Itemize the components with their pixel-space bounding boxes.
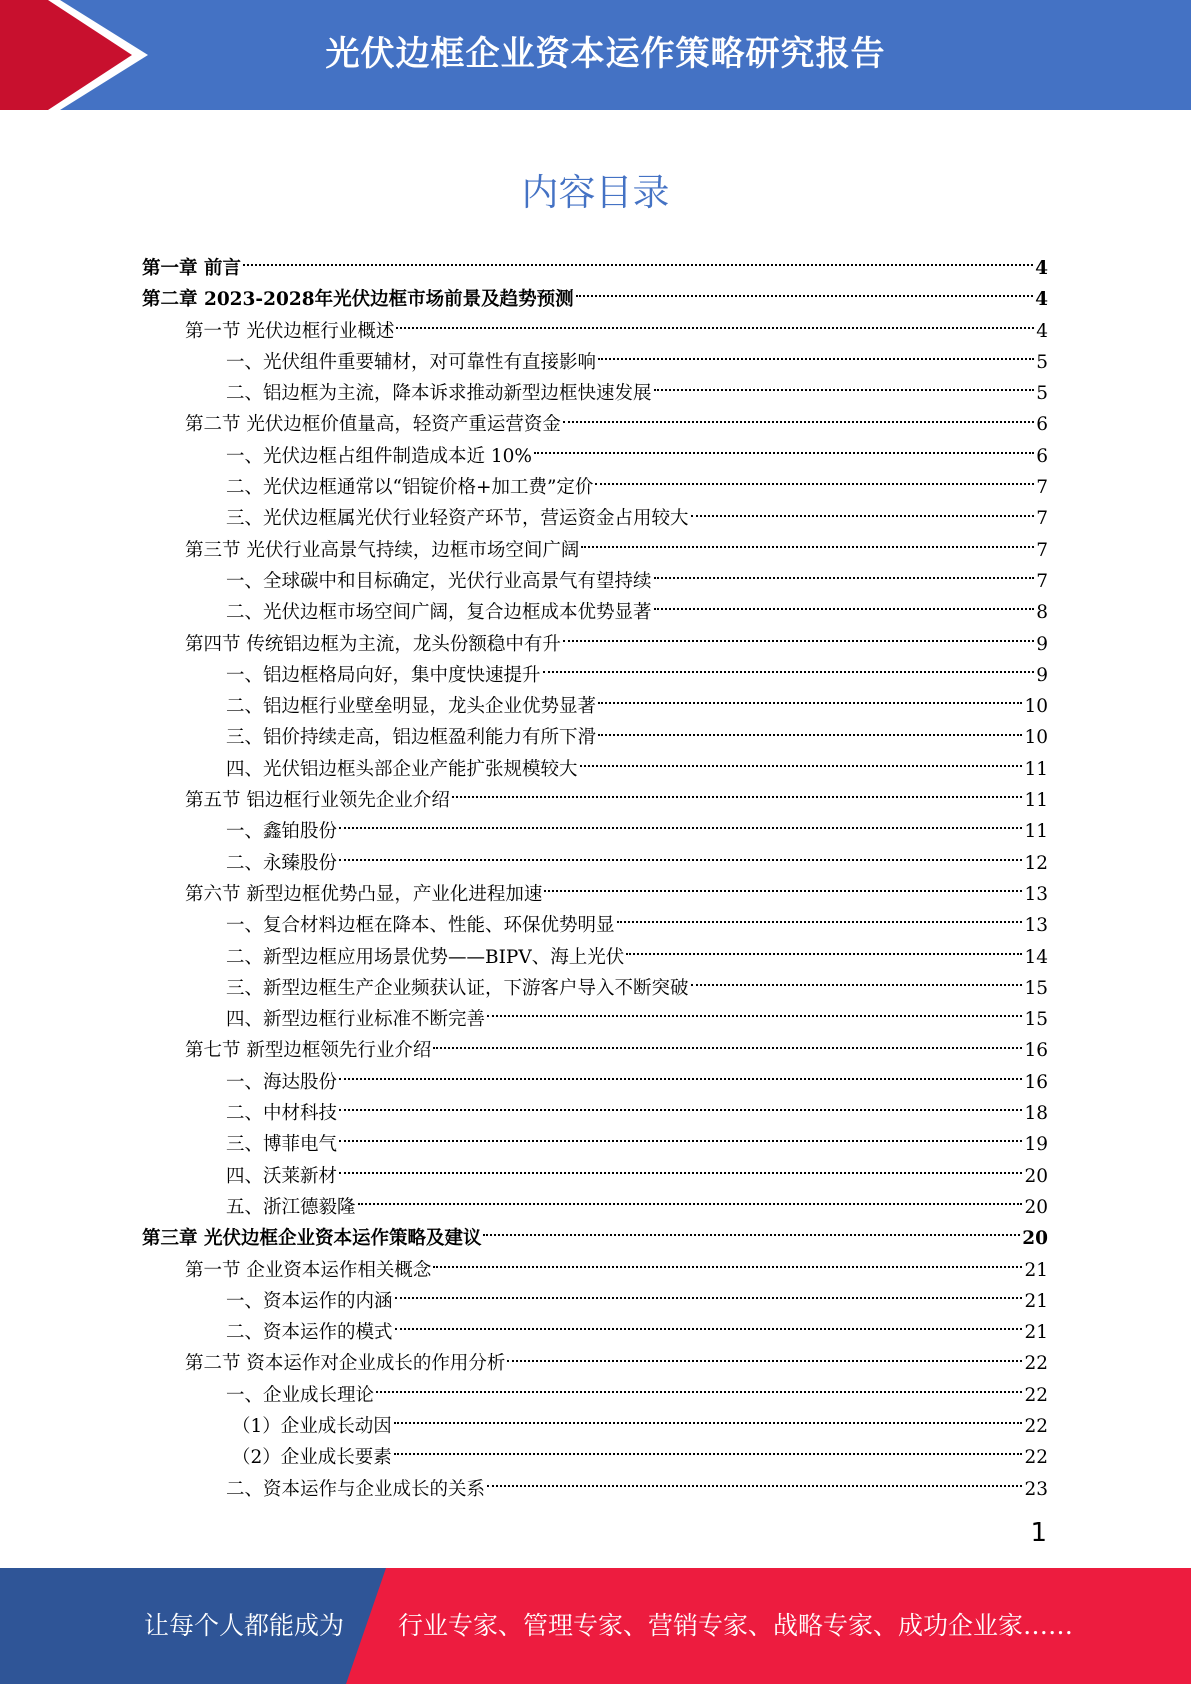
toc-entry-text: 第五节 铝边框行业领先企业介绍 — [185, 790, 450, 812]
toc-entry-text: 第六节 新型边框优势凸显，产业化进程加速 — [185, 883, 543, 905]
toc-entry-page: 7 — [1036, 570, 1048, 592]
header-banner — [0, 0, 1191, 110]
toc-entry[interactable] — [0, 1442, 1191, 1473]
toc-dot-leader — [595, 482, 1034, 485]
toc-entry-page: 11 — [1024, 790, 1048, 812]
toc-dot-leader — [358, 1202, 1023, 1205]
toc-dot-leader — [243, 263, 1033, 266]
toc-entry[interactable] — [0, 472, 1191, 503]
toc-entry[interactable] — [0, 1348, 1191, 1379]
toc-entry[interactable] — [0, 973, 1191, 1004]
toc-entry[interactable] — [0, 535, 1191, 566]
toc-dot-leader — [654, 576, 1035, 579]
toc-dot-leader — [339, 1171, 1022, 1174]
toc-entry[interactable] — [0, 597, 1191, 628]
toc-dot-leader — [581, 545, 1034, 548]
toc-entry-text: 第二节 光伏边框价值量高，轻资产重运营资金 — [185, 414, 561, 436]
toc-entry-text: 三、博菲电气 — [226, 1134, 338, 1156]
toc-entry-page: 5 — [1036, 351, 1048, 373]
toc-entry[interactable] — [0, 503, 1191, 534]
toc-entry[interactable] — [0, 754, 1191, 785]
toc-entry-page: 7 — [1036, 508, 1048, 530]
toc-entry-page: 10 — [1024, 696, 1048, 718]
toc-entry-page: 13 — [1024, 883, 1048, 905]
toc-entry-page: 21 — [1024, 1322, 1048, 1344]
toc-entry-page: 12 — [1024, 852, 1048, 874]
footer-banner — [0, 1568, 1191, 1684]
toc-entry[interactable] — [0, 253, 1191, 284]
toc-dot-leader — [396, 326, 1034, 329]
toc-entry-text: 第二章 2023-2028年光伏边框市场前景及趋势预测 — [142, 289, 574, 311]
toc-dot-leader — [598, 701, 1022, 704]
toc-entry[interactable] — [0, 316, 1191, 347]
toc-entry-page: 18 — [1024, 1103, 1048, 1125]
toc-entry-page: 15 — [1024, 1009, 1048, 1031]
toc-entry[interactable] — [0, 1380, 1191, 1411]
toc-dot-leader — [487, 1484, 1022, 1487]
toc-entry[interactable] — [0, 1129, 1191, 1160]
toc-entry-text: 一、资本运作的内涵 — [226, 1290, 393, 1312]
footer-slogan-left: 让每个人都能成为 — [144, 1611, 345, 1640]
toc-entry-text: （1）企业成长动因 — [232, 1415, 392, 1437]
toc-entry-text: 第三章 光伏边框企业资本运作策略及建议 — [142, 1228, 482, 1250]
toc-dot-leader — [544, 889, 1022, 892]
toc-entry-page: 20 — [1024, 1165, 1048, 1187]
toc-entry-text: 二、永臻股份 — [226, 852, 338, 874]
toc-entry-text: 四、光伏铝边框头部企业产能扩张规模较大 — [226, 758, 578, 780]
toc-entry[interactable] — [0, 284, 1191, 315]
toc-dot-leader — [433, 1046, 1022, 1049]
toc-entry-text: 二、资本运作的模式 — [226, 1322, 393, 1344]
header-title: 光伏边框企业资本运作策略研究报告 — [325, 34, 886, 74]
toc-entry-text: 一、光伏组件重要辅材，对可靠性有直接影响 — [226, 351, 597, 373]
page-number: 1 — [1030, 1518, 1047, 1548]
toc-dot-leader — [339, 1108, 1022, 1111]
toc-entry[interactable] — [0, 1317, 1191, 1348]
toc-entry-page: 20 — [1024, 1196, 1048, 1218]
toc-entry[interactable] — [0, 1223, 1191, 1254]
toc-entry-page: 4 — [1035, 258, 1048, 279]
toc-dot-leader — [339, 826, 1022, 829]
toc-dot-leader — [452, 795, 1023, 798]
toc-entry-text: 一、光伏边框占组件制造成本近 10% — [226, 445, 533, 467]
toc-entry[interactable] — [0, 879, 1191, 910]
toc-entry[interactable] — [0, 566, 1191, 597]
toc-dot-leader — [598, 357, 1034, 360]
toc-entry[interactable] — [0, 347, 1191, 378]
toc-entry-page: 13 — [1024, 915, 1048, 937]
toc-entry[interactable] — [0, 942, 1191, 973]
toc-entry-page: 10 — [1024, 727, 1048, 749]
toc-entry[interactable] — [0, 848, 1191, 879]
toc-entry-text: 三、光伏边框属光伏行业轻资产环节，营运资金占用较大 — [226, 508, 689, 530]
toc-entry-page: 21 — [1024, 1259, 1048, 1281]
toc-dot-leader — [543, 670, 1035, 673]
toc-entry-text: 二、光伏边框通常以“铝锭价格+加工费”定价 — [226, 477, 594, 499]
toc-dot-leader — [654, 388, 1035, 391]
toc-dot-leader — [598, 733, 1022, 736]
toc-dot-leader — [395, 1327, 1023, 1330]
toc-entry-text: 一、复合材料边框在降本、性能、环保优势明显 — [226, 915, 615, 937]
toc-entry[interactable] — [0, 816, 1191, 847]
toc-entry-text: 二、新型边框应用场景优势——BIPV、海上光伏 — [226, 946, 625, 968]
toc-dot-leader — [394, 1421, 1023, 1424]
toc-entry-text: （2）企业成长要素 — [232, 1447, 392, 1469]
toc-dot-leader — [563, 639, 1034, 642]
toc-entry[interactable] — [0, 660, 1191, 691]
toc-entry[interactable] — [0, 1161, 1191, 1192]
toc-entry-page: 11 — [1024, 758, 1048, 780]
toc-entry-page: 7 — [1036, 477, 1048, 499]
toc-dot-leader — [617, 920, 1023, 923]
toc-entry[interactable] — [0, 1411, 1191, 1442]
toc-dot-leader — [507, 1359, 1022, 1362]
toc-dot-leader — [339, 1139, 1022, 1142]
toc-entry-text: 二、铝边框行业壁垒明显，龙头企业优势显著 — [226, 696, 597, 718]
toc-entry-page: 22 — [1024, 1447, 1048, 1469]
toc-dot-leader — [339, 1077, 1022, 1080]
toc-entry-page: 8 — [1036, 602, 1048, 624]
toc-entry-page: 9 — [1036, 633, 1048, 655]
toc-dot-leader — [483, 1233, 1020, 1236]
toc-dot-leader — [654, 607, 1035, 610]
toc-entry[interactable] — [0, 1067, 1191, 1098]
toc-entry-text: 第一节 光伏边框行业概述 — [185, 320, 395, 342]
toc-entry-page: 6 — [1036, 414, 1048, 436]
footer-slogan-right: 行业专家、管理专家、营销专家、战略专家、成功企业家…… — [398, 1611, 1074, 1640]
toc-entry-page: 23 — [1024, 1478, 1048, 1500]
toc-entry-page: 9 — [1036, 664, 1048, 686]
toc-entry[interactable] — [0, 378, 1191, 409]
toc-entry[interactable] — [0, 409, 1191, 440]
toc-entry-page: 16 — [1024, 1040, 1048, 1062]
toc-entry[interactable] — [0, 722, 1191, 753]
toc-entry-text: 第一节 企业资本运作相关概念 — [185, 1259, 432, 1281]
toc-entry-text: 一、海达股份 — [226, 1071, 338, 1093]
toc-dot-leader — [339, 858, 1022, 861]
table-of-contents — [0, 253, 1191, 1505]
toc-entry-page: 7 — [1036, 539, 1048, 561]
toc-entry[interactable] — [0, 910, 1191, 941]
toc-entry[interactable] — [0, 785, 1191, 816]
toc-entry-text: 二、铝边框为主流，降本诉求推动新型边框快速发展 — [226, 383, 652, 405]
toc-dot-leader — [580, 764, 1023, 767]
toc-entry-text: 四、沃莱新材 — [226, 1165, 338, 1187]
toc-entry-page: 4 — [1035, 289, 1048, 311]
toc-entry-text: 第四节 传统铝边框为主流，龙头份额稳中有升 — [185, 633, 561, 655]
toc-entry-text: 第二节 资本运作对企业成长的作用分析 — [185, 1353, 506, 1375]
toc-entry-page: 14 — [1024, 946, 1048, 968]
toc-entry-page: 22 — [1024, 1384, 1048, 1406]
toc-entry-text: 一、企业成长理论 — [226, 1384, 375, 1406]
toc-entry-page: 5 — [1036, 383, 1048, 405]
toc-dot-leader — [534, 451, 1034, 454]
toc-entry-text: 第三节 光伏行业高景气持续，边框市场空间广阔 — [185, 539, 580, 561]
toc-dot-leader — [576, 294, 1034, 297]
toc-entry-page: 4 — [1036, 320, 1048, 342]
toc-dot-leader — [563, 420, 1034, 423]
toc-dot-leader — [376, 1390, 1022, 1393]
toc-entry[interactable] — [0, 1286, 1191, 1317]
toc-dot-leader — [395, 1296, 1023, 1299]
toc-entry-text: 一、全球碳中和目标确定，光伏行业高景气有望持续 — [226, 570, 652, 592]
toc-entry-text: 第一章 前言 — [142, 258, 241, 279]
toc-dot-leader — [487, 1014, 1022, 1017]
toc-entry[interactable] — [0, 629, 1191, 660]
toc-entry-text: 四、新型边框行业标准不断完善 — [226, 1009, 486, 1031]
toc-title: 内容目录 — [521, 171, 670, 214]
toc-dot-leader — [691, 514, 1035, 517]
toc-entry[interactable] — [0, 691, 1191, 722]
toc-entry[interactable] — [0, 1004, 1191, 1035]
toc-entry-page: 22 — [1024, 1415, 1048, 1437]
toc-entry-text: 五、浙江德毅隆 — [226, 1196, 356, 1218]
toc-entry-text: 一、鑫铂股份 — [226, 821, 338, 843]
toc-entry-text: 二、光伏边框市场空间广阔，复合边框成本优势显著 — [226, 602, 652, 624]
toc-entry-text: 三、新型边框生产企业频获认证，下游客户导入不断突破 — [226, 977, 689, 999]
toc-entry-page: 16 — [1024, 1071, 1048, 1093]
toc-dot-leader — [691, 983, 1023, 986]
toc-entry[interactable] — [0, 1474, 1191, 1505]
toc-entry[interactable] — [0, 1255, 1191, 1286]
toc-entry[interactable] — [0, 1098, 1191, 1129]
toc-entry-page: 15 — [1024, 977, 1048, 999]
toc-entry-text: 二、中材科技 — [226, 1103, 338, 1125]
toc-entry[interactable] — [0, 441, 1191, 472]
toc-entry-page: 19 — [1024, 1134, 1048, 1156]
toc-dot-leader — [433, 1265, 1022, 1268]
toc-entry-page: 21 — [1024, 1290, 1048, 1312]
toc-entry[interactable] — [0, 1192, 1191, 1223]
toc-dot-leader — [394, 1452, 1023, 1455]
toc-entry-text: 二、资本运作与企业成长的关系 — [226, 1478, 486, 1500]
toc-entry-text: 一、铝边框格局向好，集中度快速提升 — [226, 664, 541, 686]
toc-entry-text: 三、铝价持续走高，铝边框盈利能力有所下滑 — [226, 727, 597, 749]
toc-entry-page: 11 — [1024, 821, 1048, 843]
toc-dot-leader — [626, 952, 1022, 955]
toc-entry-page: 6 — [1036, 445, 1048, 467]
toc-entry-text: 第七节 新型边框领先行业介绍 — [185, 1040, 432, 1062]
toc-entry-page: 22 — [1024, 1353, 1048, 1375]
toc-entry-page: 20 — [1022, 1228, 1048, 1250]
toc-entry[interactable] — [0, 1035, 1191, 1066]
